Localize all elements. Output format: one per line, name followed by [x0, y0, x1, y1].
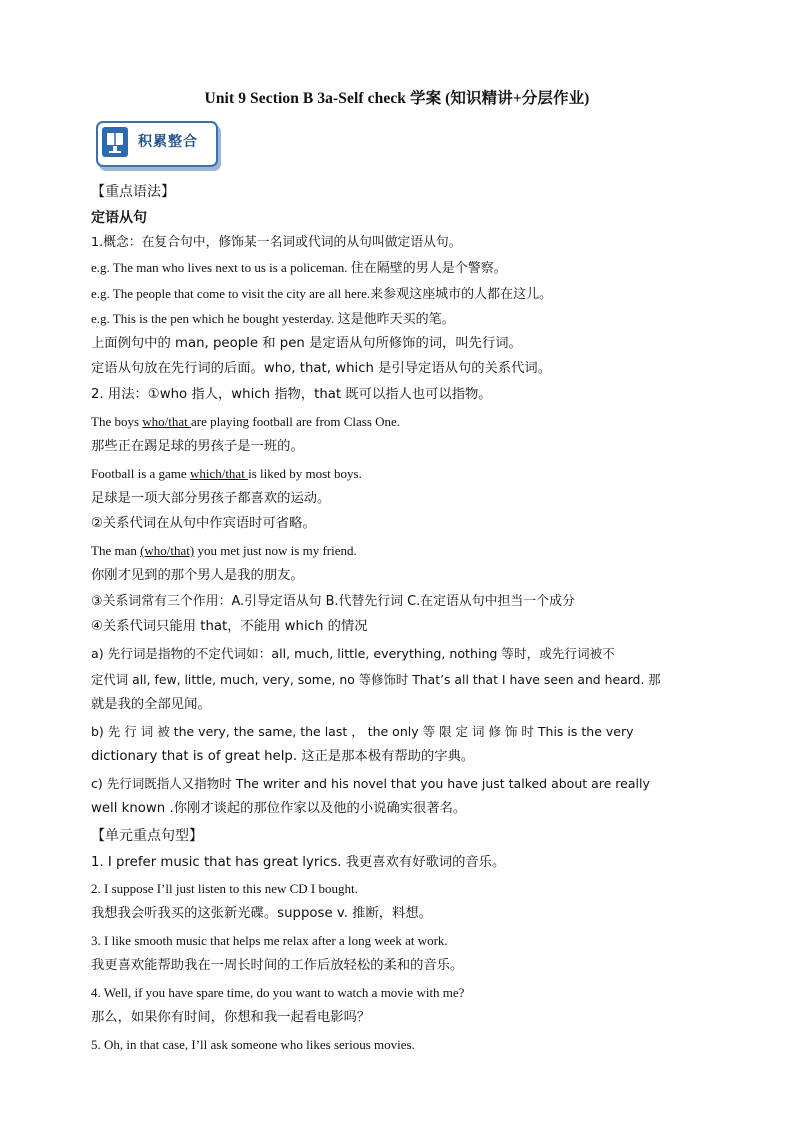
- rule-omission: ②关系代词在从句中作宾语时可省略。: [91, 516, 316, 531]
- rule-functions: ③关系词常有三个作用：A.引导定语从句 B.代替先行词 C.在定语从句中担当一个成分: [91, 594, 575, 609]
- grammar-subheading: 定语从句: [91, 210, 147, 226]
- example-line-1: e.g. The man who lives next to us is a policeman. 住在隔壁的男人是个警察。: [91, 260, 507, 275]
- text-segment: The man: [91, 543, 141, 558]
- sentence-1: 1. I prefer music that has great lyrics. 我更喜欢有好歌词的音乐。: [91, 855, 506, 870]
- underlined-pronoun: (who/that): [140, 543, 195, 558]
- sentence-3: 3. I like smooth music that helps me relax after a long week at work.: [91, 933, 448, 948]
- case-b-line-1: b) 先 行 词 被 the very, the same, the last ， the only 等 限 定 词 修 饰 时 This is the very: [91, 724, 634, 739]
- sentence-2: 2. I suppose I’ll just listen to this new CD I bought.: [91, 881, 358, 896]
- sentence-4-translation: 那么，如果你有时间，你想和我一起看电影吗？: [91, 1010, 371, 1025]
- explain-line-1: 上面例句中的 man, people 和 pen 是定语从句所修饰的词，叫先行词。: [91, 336, 522, 351]
- usage-line: 2. 用法：①who 指人，which 指物，that 既可以指人也可以指物。: [91, 387, 492, 402]
- example-boys: [91, 412, 703, 432]
- text-segment: The boys: [91, 414, 143, 429]
- example-line-3: e.g. This is the pen which he bought yesterday. 这是他昨天买的笔。: [91, 311, 455, 326]
- section-badge: [96, 121, 218, 169]
- sentences-heading: 【单元重点句型】: [91, 828, 203, 844]
- grammar-heading: 【重点语法】: [91, 184, 175, 200]
- case-a-line-3: 就是我的全部见闻。: [91, 697, 211, 712]
- example-football: [91, 464, 703, 484]
- case-a-line-2: 定代词 all, few, little, much, very, some, no 等修饰时 That’s all that I have seen and heard. 那: [91, 672, 661, 687]
- translation-football: 足球是一项大部分男孩子都喜欢的运动。: [91, 491, 331, 506]
- underlined-pronoun: which/that: [189, 466, 249, 481]
- text-segment: Football is a game: [91, 466, 190, 481]
- sentence-3-translation: 我更喜欢能帮助我在一周长时间的工作后放轻松的柔和的音乐。: [91, 958, 464, 973]
- book-icon: [102, 127, 128, 157]
- case-b-line-2: dictionary that is of great help. 这正是那本极有帮助的字典。: [91, 749, 475, 764]
- rule-that-only: ④关系代词只能用 that，不能用 which 的情况: [91, 619, 368, 634]
- translation-boys: 那些正在踢足球的男孩子是一班的。: [91, 439, 304, 454]
- example-man: [91, 541, 703, 561]
- text-segment: are playing football are from Class One.: [191, 414, 401, 429]
- explain-line-2: 定语从句放在先行词的后面。who, that, which 是引导定语从句的关系代词。: [91, 361, 552, 376]
- page-title: Unit 9 Section B 3a-Self check 学案 (知识精讲+分层作业): [204, 90, 590, 107]
- text-segment: is liked by most boys.: [248, 466, 362, 481]
- badge-label: 积累整合: [138, 134, 198, 150]
- sentence-2-translation: 我想我会听我买的这张新光碟。suppose v. 推断，料想。: [91, 906, 432, 921]
- case-a-line-1: a) 先行词是指物的不定代词如：all, much, little, everything, nothing 等时，或先行词被不: [91, 646, 615, 661]
- sentence-4: 4. Well, if you have spare time, do you want to watch a movie with me?: [91, 985, 465, 1000]
- translation-man: 你刚才见到的那个男人是我的朋友。: [91, 568, 304, 583]
- sentence-5: 5. Oh, in that case, I’ll ask someone who likes serious movies.: [91, 1037, 415, 1052]
- concept-line: 1.概念：在复合句中，修饰某一名词或代词的从句叫做定语从句。: [91, 235, 462, 250]
- case-c-line-1: c) 先行词既指人又指物时 The writer and his novel that you have just talked about are really: [91, 776, 650, 791]
- underlined-pronoun: who/that: [142, 414, 192, 429]
- case-c-line-2: well known .你刚才谈起的那位作家以及他的小说确实很著名。: [91, 801, 467, 816]
- example-line-2: e.g. The people that come to visit the city are all here.来参观这座城市的人都在这儿。: [91, 286, 553, 301]
- text-segment: you met just now is my friend.: [194, 543, 357, 558]
